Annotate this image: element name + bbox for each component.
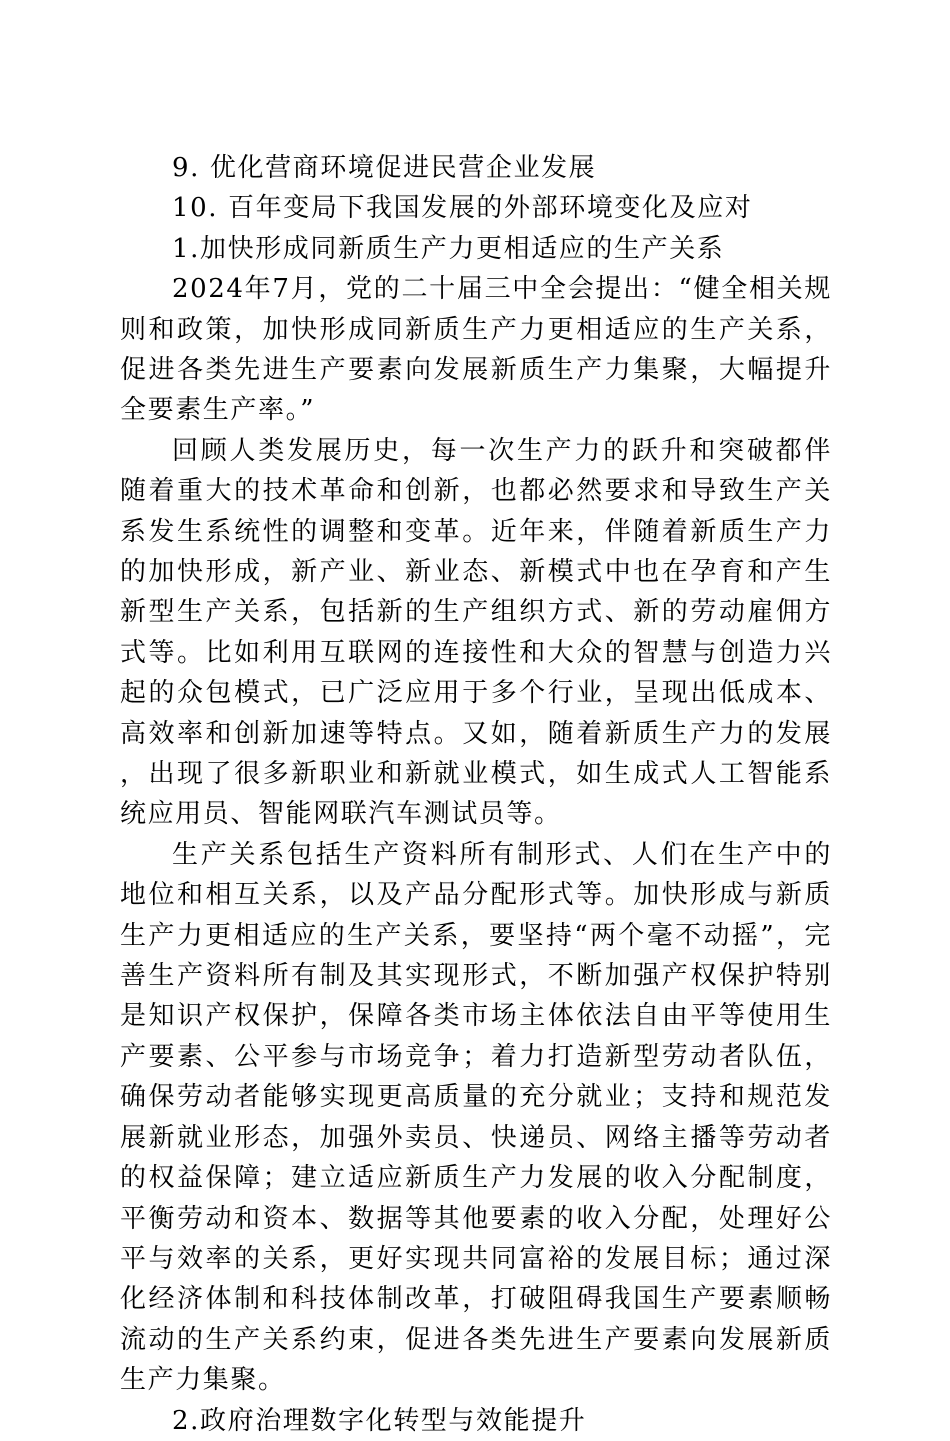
topic-item-10: 10. 百年变局下我国发展的外部环境变化及应对 (172, 193, 753, 224)
paragraph-production-relations: 生产关系包括生产资料所有制形式、人们在生产中的地位和相互关系，以及产品分配形式等。加快形成与新质生产力更相适应的生产关系，要坚持“两个毫不动摇”，完善生产资料所有制及其实现形式，不断加强产权保护特别是知识产权保护，保障各类市场主体依法自由平等使用生产要素、公平参与市场竞争；着力打造新型劳动者队伍，确保劳动者能够实现更高质量的充分就业；支持和规范发展新就业形态，加强外卖员、快递员、网络主播等劳动者的权益保障；建立适应新质生产力发展的收入分配制度，平衡劳动和资本、数据等其他要素的收入分配，处理好公平与效率的关系，更好实现共同富裕的发展目标；通过深化经济体制和科技体制改革，打破阻碍我国生产要素顺畅流动的生产关系约束，促进各类先进生产要素向发展新质生产力集聚。 (120, 839, 832, 1396)
section-heading-2: 2.政府治理数字化转型与效能提升 (172, 1405, 587, 1436)
paragraph-history-review: 回顾人类发展历史，每一次生产力的跃升和突破都伴随着重大的技术革命和创新，也都必然要求和导致生产关系发生系统性的调整和变革。近年来，伴随着新质生产力的加快形成，新产业、新业态、新模式中也在孕育和产生新型生产关系，包括新的生产组织方式、新的劳动雇佣方式等。比如利用互联网的连接性和大众的智慧与创造力兴起的众包模式，已广泛应用于多个行业，呈现出低成本、高效率和创新加速等特点。又如，随着新质生产力的发展，出现了很多新职业和新就业模式，如生成式人工智能系统应用员、智能网联汽车测试员等。 (120, 435, 832, 830)
document-body (120, 148, 832, 1441)
topic-item-9: 9. 优化营商环境促进民营企业发展 (172, 153, 597, 183)
paragraph-plenum-statement: 2024年7月，党的二十届三中全会提出：“健全相关规则和政策，加快形成同新质生产力更相适应的生产关系，促进各类先进生产要素向发展新质生产力集聚，大幅提升全要素生产率。” (120, 274, 832, 426)
section-heading-1: 1.加快形成同新质生产力更相适应的生产关系 (172, 233, 725, 264)
